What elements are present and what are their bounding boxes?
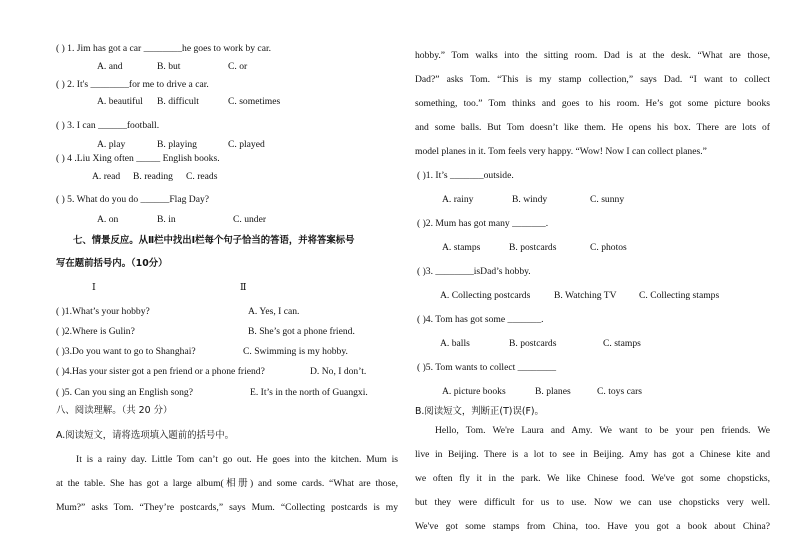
reading-question-2: ( )2. Mum has got many _______. bbox=[417, 218, 549, 229]
match-answer: D. No, I don’t. bbox=[310, 366, 367, 377]
reading-option: B. postcards bbox=[509, 338, 557, 349]
match-answer: B. She’s got a phone friend. bbox=[248, 326, 355, 337]
mc-option: A. on bbox=[97, 214, 119, 225]
reading-option: C. stamps bbox=[603, 338, 641, 349]
mc-option: C. played bbox=[228, 139, 265, 150]
mc-option: C. or bbox=[228, 61, 248, 72]
match-answer: E. It’s in the north of Guangxi. bbox=[250, 387, 368, 398]
passage-line: Mum?” asks Tom. “They’re postcards,” says Mum. “Collecting postcards is my bbox=[56, 502, 398, 513]
part-b-instruction: B.阅读短文，判断正(T)误(F)。 bbox=[415, 406, 544, 417]
match-question: ( )1.What’s your hobby? bbox=[56, 306, 150, 317]
passage-b-line: We've got some stamps from China, too. Have you got a book about China? bbox=[415, 521, 770, 532]
mc-option: A. read bbox=[92, 171, 121, 182]
section-8-title: 八、阅读理解。（共 20 分） bbox=[56, 405, 173, 416]
column-1-header: Ⅰ bbox=[92, 282, 96, 293]
mc-option: A. play bbox=[97, 139, 126, 150]
passage-line: model planes in it. Tom feels very happy. “Wow! Now I can collect planes.” bbox=[415, 146, 707, 157]
mc-option: C. under bbox=[233, 214, 267, 225]
mc-question-2: ( ) 2. It's ________for me to drive a car. bbox=[56, 79, 209, 90]
mc-option: C. sometimes bbox=[228, 96, 281, 107]
passage-line: It is a rainy day. Little Tom can’t go out. He goes into the kitchen. Mum is bbox=[76, 454, 398, 465]
match-question: ( )3.Do you want to go to Shanghai? bbox=[56, 346, 196, 357]
section-7-title: 七、情景反应。从Ⅱ栏中找出Ⅰ栏每个句子恰当的答语，并将答案标号 bbox=[73, 235, 355, 246]
reading-option: A. rainy bbox=[442, 194, 474, 205]
reading-question-1: ( )1. It’s _______outside. bbox=[417, 170, 514, 181]
passage-line: at the table. She has got a large album(相册) and some cards. “What are those, bbox=[56, 478, 398, 489]
reading-option: A. picture books bbox=[442, 386, 506, 397]
passage-line: and some balls. But Tom doesn’t like them. He opens his box. There are lots of bbox=[415, 122, 770, 133]
match-question: ( )2.Where is Gulin? bbox=[56, 326, 135, 337]
reading-option: B. postcards bbox=[509, 242, 557, 253]
reading-option: C. toys cars bbox=[597, 386, 643, 397]
reading-question-4: ( )4. Tom has got some _______. bbox=[417, 314, 544, 325]
mc-option: B. difficult bbox=[157, 96, 199, 107]
reading-option: A. Collecting postcards bbox=[440, 290, 531, 301]
passage-b-line: Hello, Tom. We're Laura and Amy. We want to be your pen friends. We bbox=[435, 425, 770, 436]
match-question: ( )4.Has your sister got a pen friend or a phone friend? bbox=[56, 366, 265, 377]
mc-option: A. beautiful bbox=[97, 96, 143, 107]
section-7-title-cont: 写在题前括号内。（10分） bbox=[56, 258, 168, 269]
mc-question-4: ( ) 4 .Liu Xing often _____ English books. bbox=[56, 153, 220, 164]
reading-question-5: ( )5. Tom wants to collect ________ bbox=[417, 362, 557, 373]
passage-line: something, too.” Tom thinks and goes to his room. He’s got some picture books bbox=[415, 98, 770, 109]
reading-option: C. photos bbox=[590, 242, 627, 253]
reading-option: B. windy bbox=[512, 194, 548, 205]
mc-option: B. in bbox=[157, 214, 176, 225]
passage-b-line: we often fly it in the park. We like Chinese food. We've got some chopsticks, bbox=[415, 473, 770, 484]
reading-option: A. stamps bbox=[442, 242, 481, 253]
mc-option: B. but bbox=[157, 61, 181, 72]
mc-option: A. and bbox=[97, 61, 123, 72]
mc-question-5: ( ) 5. What do you do ______Flag Day? bbox=[56, 194, 210, 205]
passage-line: Dad?” asks Tom. “This is my stamp collection,” says Dad. “I want to collect bbox=[415, 74, 770, 85]
match-answer: A. Yes, I can. bbox=[248, 306, 300, 317]
reading-option: C. sunny bbox=[590, 194, 625, 205]
mc-option: C. reads bbox=[186, 171, 218, 182]
mc-question-1: ( ) 1. Jim has got a car ________he goes to work by car. bbox=[56, 43, 272, 54]
passage-b-line: but they were difficult for us to use. Now we can use chopsticks very well. bbox=[415, 497, 770, 508]
mc-option: B. playing bbox=[157, 139, 197, 150]
mc-option: B. reading bbox=[133, 171, 173, 182]
passage-line: hobby.” Tom walks into the sitting room. Dad is at the desk. “What are those, bbox=[415, 50, 770, 61]
match-question: ( )5. Can you sing an English song? bbox=[56, 387, 193, 398]
column-2-header: Ⅱ bbox=[240, 282, 247, 293]
match-answer: C. Swimming is my hobby. bbox=[243, 346, 348, 357]
reading-option: A. balls bbox=[440, 338, 470, 349]
part-a-instruction: A.阅读短文，请将选项填入题前的括号中。 bbox=[56, 430, 234, 441]
reading-option: B. planes bbox=[535, 386, 571, 397]
reading-option: B. Watching TV bbox=[554, 290, 617, 301]
mc-question-3: ( ) 3. I can ______football. bbox=[56, 120, 160, 131]
passage-b-line: live in Beijing. There is a lot to see in Beijing. Amy has got a Chinese kite and bbox=[415, 449, 770, 460]
reading-question-3: ( )3. ________isDad’s hobby. bbox=[417, 266, 531, 277]
reading-option: C. Collecting stamps bbox=[639, 290, 720, 301]
